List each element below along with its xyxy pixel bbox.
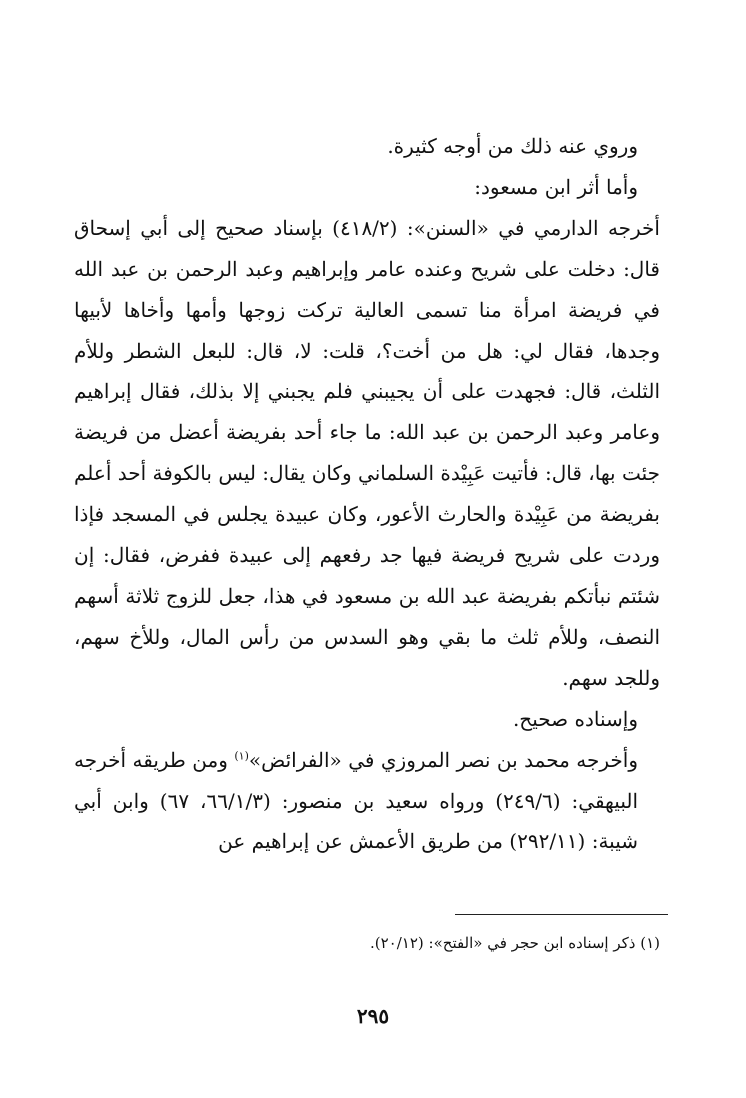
paragraph-text: ومن طريقه أخرجه البيهقي: (٢٤٩/٦) ورواه سعيد بن منصور: (٦٦/١/٣، ٦٧) وابن أبي شيبة: (٢٩٢/١١) من طريق الأعمش عن إبراهيم عن — [74, 747, 638, 854]
footnote-divider — [455, 914, 668, 915]
footnote-reference: (١) — [234, 748, 249, 762]
paragraph-text: وأخرجه محمد بن نصر المروزي في «الفرائض» — [248, 747, 638, 772]
paragraph: أخرجه الدارمي في «السنن»: (٤١٨/٢) بإسناد صحيح إلى أبي إسحاق قال: دخلت على شريح وعنده عامر وإبراهيم وعبد الرحمن بن عبد الله في فريضة امرأة منا تسمى العالية تركت زوجها وأمها وأخاها لأبيها وجدها، فقال لي: هل من أخت؟، قلت: لا، قال: للبعل الشطر وللأم الثلث، قال: فجهدت على أن يجيبني فلم يجبني إلا بذلك، فقال إبراهيم وعامر وعبد الرحمن بن عبد الله: ما جاء أحد بفريضة أعضل من فريضة جئت بها، قال: فأتيت عَبِيْدة السلماني وكان يقال: ليس بالكوفة أحد أعلم بفريضة من عَبِيْدة والحارث الأعور، وكان عبيدة يجلس في المسجد فإذا وردت على شريح فريضة فيها جد رفعهم إلى عبيدة ففرض، فقال: إن شئتم نبأتكم بفريضة عبد الله بن مسعود في هذا، جعل للزوج ثلاثة أسهم النصف، وللأم ثلث ما بقي وهو السدس من رأس المال، وللأخ سهم، وللجد سهم. — [74, 215, 661, 690]
page-number: ٢٩٥ — [356, 1004, 390, 1028]
paragraph — [74, 740, 660, 863]
footnote: (١) ذكر إسناده ابن حجر في «الفتح»: (٢٠/١٢). — [370, 934, 660, 952]
text-line: وروي عنه ذلك من أوجه كثيرة. — [387, 134, 638, 158]
main-text — [74, 126, 660, 862]
text-line: وإسناده صحيح. — [512, 706, 638, 731]
section-heading: وأما أثر ابن مسعود: — [474, 174, 638, 199]
